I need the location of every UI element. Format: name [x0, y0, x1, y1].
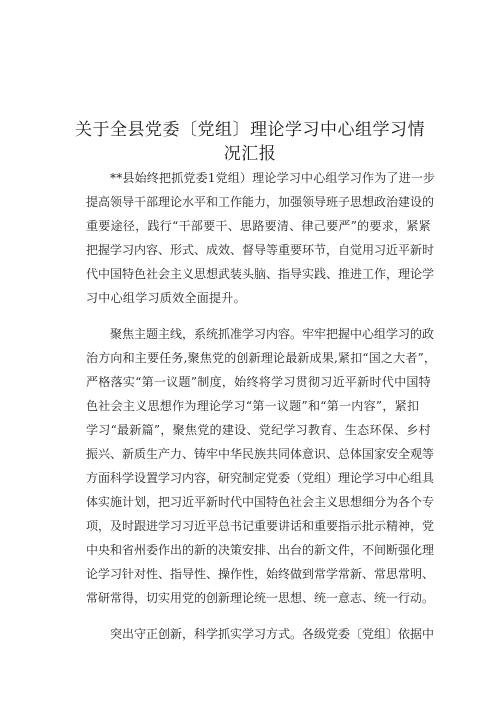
paragraph-gap	[86, 310, 436, 322]
text-line: 体实施计划，把习近平新时代中国特色社会主义思想细分为各个专	[86, 495, 435, 509]
paragraph-gap	[86, 610, 436, 622]
document-title	[60, 118, 440, 166]
text-line: 严格落实“第一议题”制度，始终将学习贯彻习近平新时代中国特	[86, 375, 431, 389]
title-line-2: 况汇报	[223, 144, 277, 164]
text-line: 习中心组学习质效全面提升。	[86, 291, 246, 305]
text-line: 代中国特色社会主义思想武装头脑、指导实践、推进工作，理论学	[86, 267, 435, 281]
text-line: 聚焦主题主线，系统抓准学习内容。牢牢把握中心组学习的政	[110, 327, 435, 341]
title-line-1: 关于全县党委〔党组〕理论学习中心组学习情	[75, 120, 425, 140]
text-line: 论学习针对性、指导性、操作性，始终做到常学常新、常思常明、	[86, 567, 435, 581]
text-line: **县始终把抓党委1党组）理论学习中心组学习作为了进一步	[110, 171, 436, 185]
document-body	[86, 166, 436, 646]
paragraph-2	[86, 322, 436, 610]
text-line: 中央和省州委作出的新的决策安排、出台的新文件，不间断强化理	[86, 543, 435, 557]
text-line: 项，及时跟进学习习近平总书记重要讲话和重要指示批示精神，党	[86, 519, 435, 533]
text-line: 重要途径，践行“干部要干、思路要清、律己要严”的要求，紧紧	[86, 219, 431, 233]
text-line: 振兴、新质生产力、铸牢中华民族共同体意识、总体国家安全观等	[86, 447, 435, 461]
paragraph-1	[86, 166, 436, 310]
text-line: 提高领导干部理论水平和工作能力，加强领导班子思想政治建设的	[86, 195, 435, 209]
text-line: 方面科学设置学习内容，研究制定党委（党组）理论学习中心组具	[86, 471, 435, 485]
text-line: 色社会主义思想作为理论学习“第一议题”和“第一内容”，紧扣	[86, 399, 420, 413]
text-line: 治方向和主要任务,聚焦党的创新理论最新成果,紧扣“国之大者”，	[86, 351, 437, 365]
paragraph-3	[86, 622, 436, 646]
text-line: 突出守正创新，科学抓实学习方式。各级党委〔党组〕依据中	[110, 627, 435, 641]
text-line: 学习“最新篇”，聚焦党的建设、党纪学习教育、生态环保、乡村	[86, 423, 431, 437]
text-line: 把握学习内容、形式、成效、督导等重要环节，自觉用习近平新时	[86, 243, 435, 257]
text-line: 常研常得，切实用党的创新理论统一思想、统一意志、统一行动。	[86, 591, 435, 605]
